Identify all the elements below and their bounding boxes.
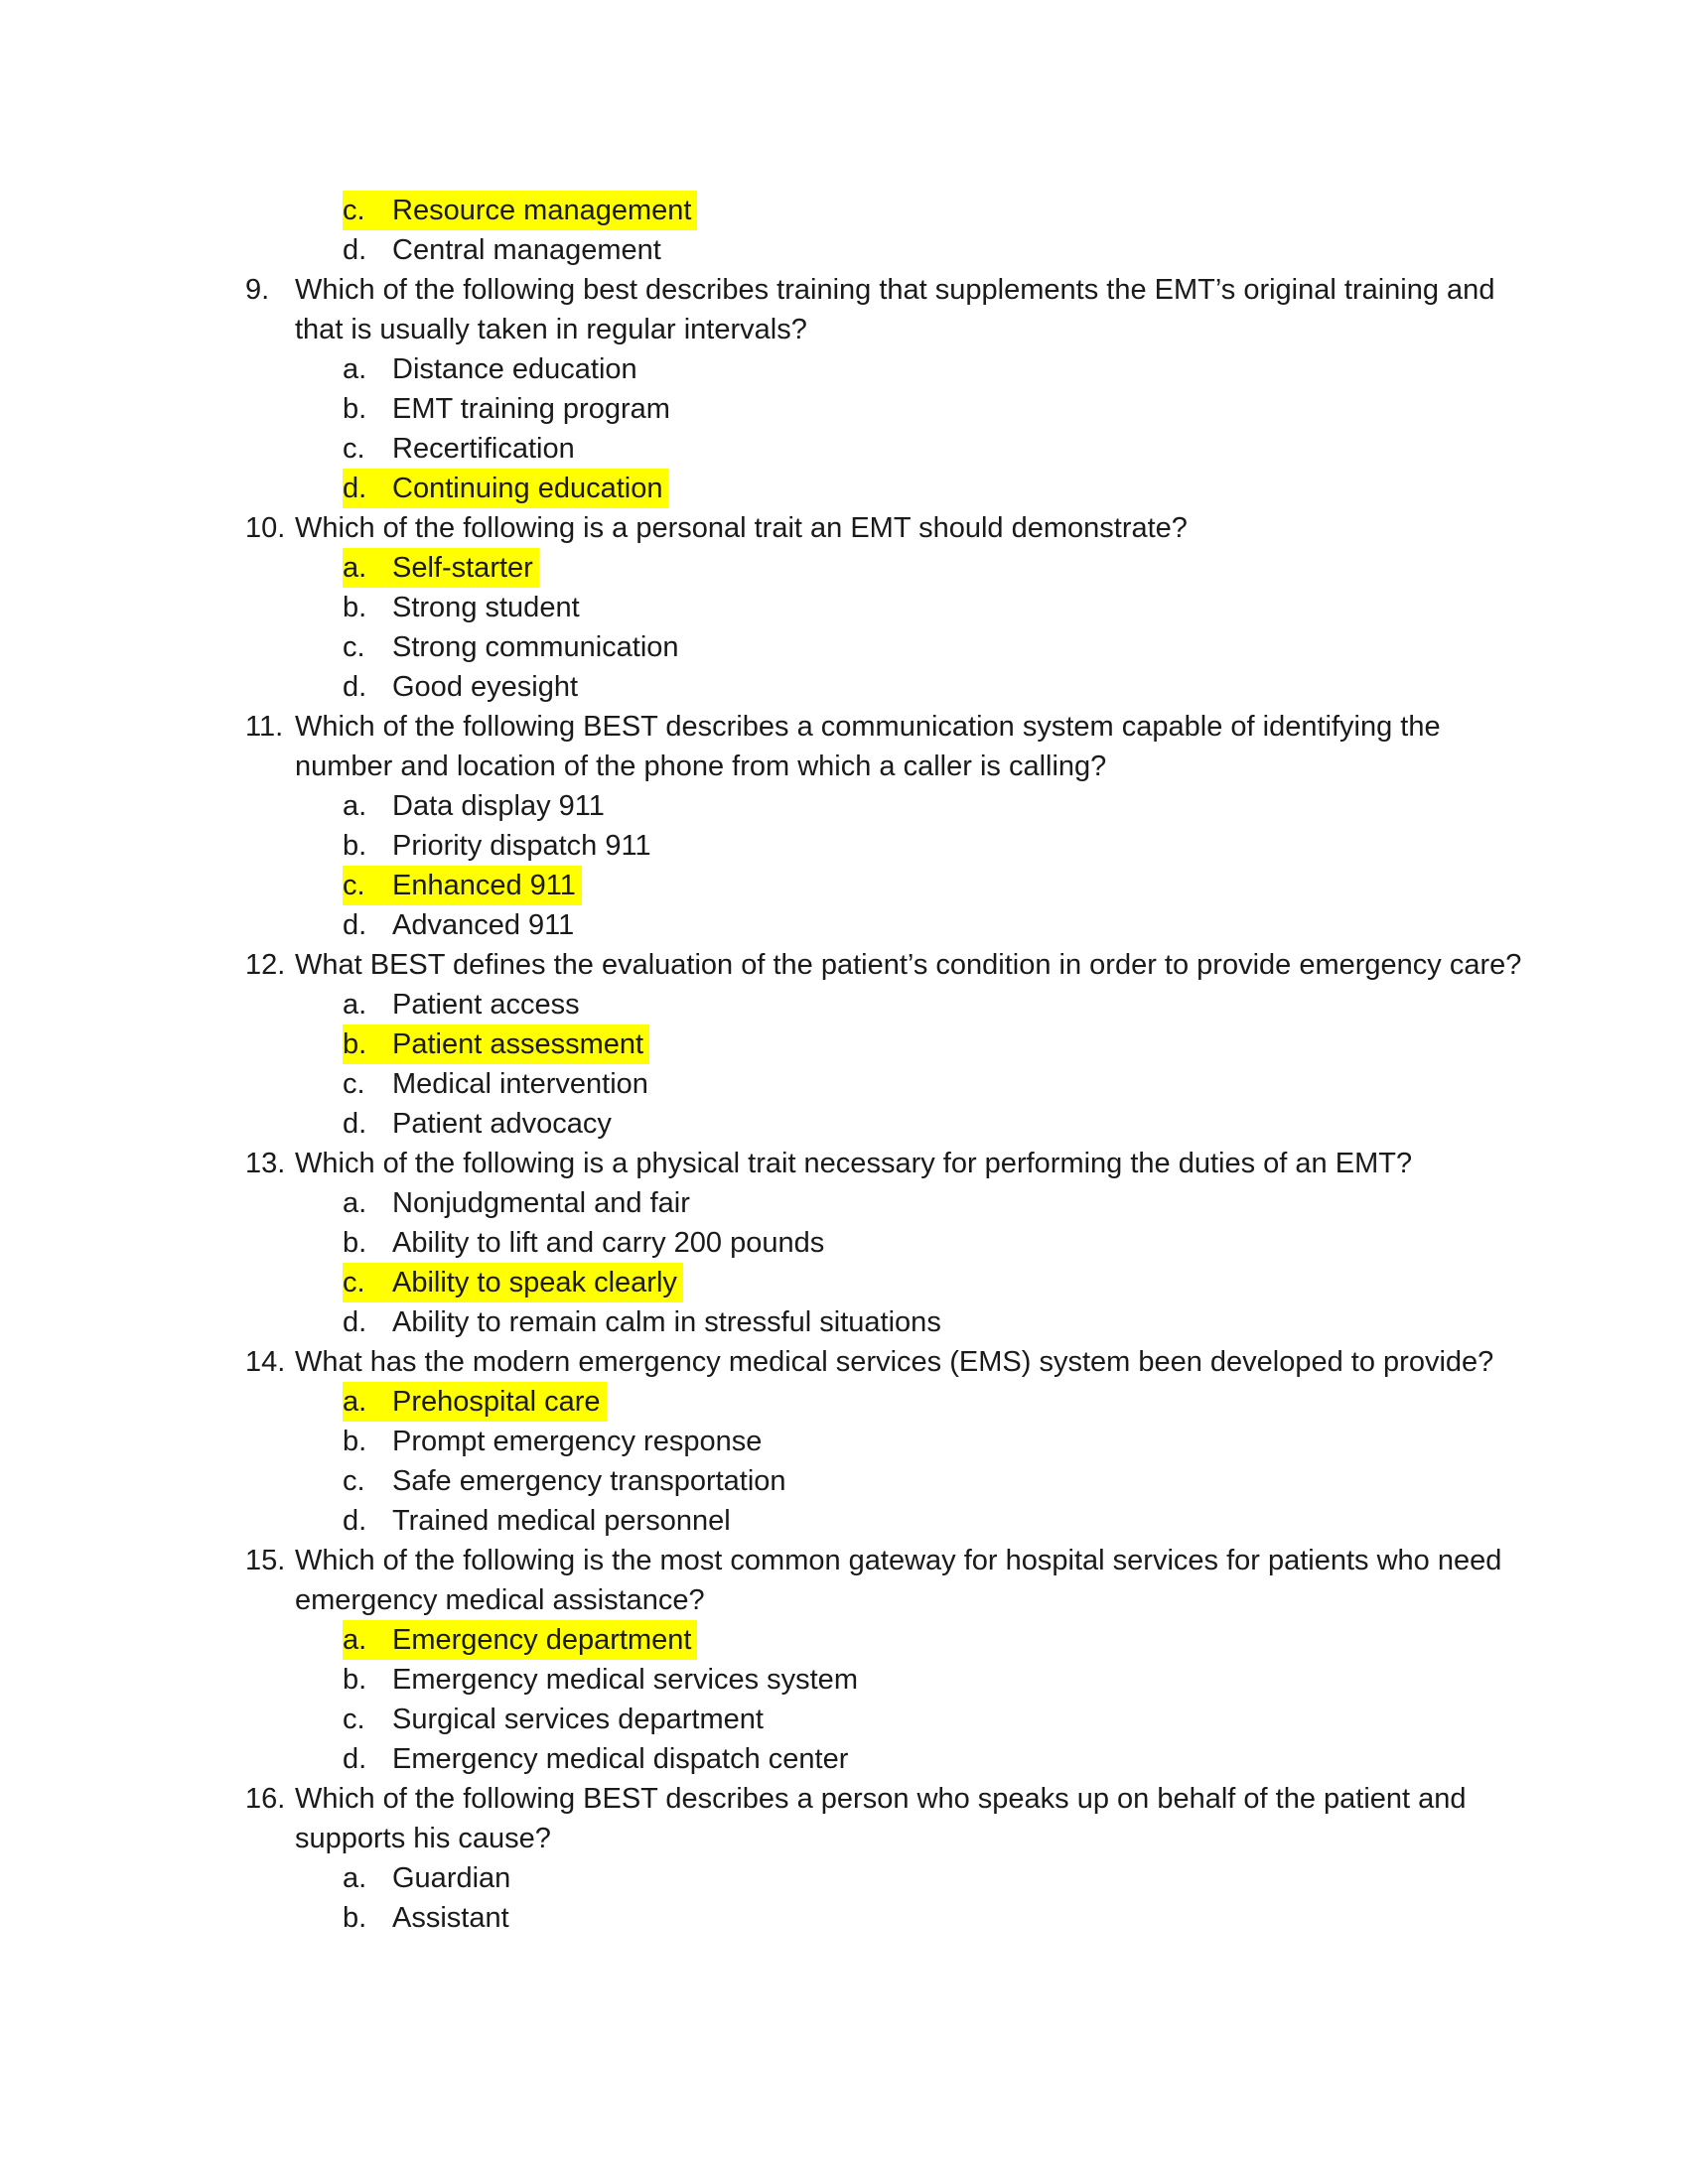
option-text: Strong student: [392, 592, 580, 623]
option-letter: a.: [343, 1187, 367, 1219]
question-line: [0, 508, 1688, 548]
option-letter: c.: [343, 1068, 365, 1100]
question-line: [0, 1819, 1688, 1858]
question-block: [0, 945, 1688, 1144]
option-row: [0, 985, 1688, 1024]
option-row: [0, 548, 1688, 588]
option-row: [0, 191, 1688, 230]
question-number: 12.: [245, 949, 286, 981]
highlighted-answer-option: [343, 548, 539, 588]
option-text: Enhanced 911: [392, 870, 576, 901]
option-text: Resource management: [392, 195, 692, 226]
option-letter: b.: [343, 1227, 367, 1259]
answer-option: [343, 1501, 731, 1541]
option-row: [0, 1263, 1688, 1302]
question-text: emergency medical assistance?: [295, 1584, 705, 1616]
option-text: Medical intervention: [392, 1068, 648, 1100]
option-text: Data display 911: [392, 790, 605, 822]
option-letter: b.: [343, 1664, 367, 1696]
option-text: Self-starter: [392, 552, 533, 584]
option-letter: b.: [343, 1902, 367, 1934]
option-letter: a.: [343, 1386, 367, 1418]
option-text: Trained medical personnel: [392, 1505, 731, 1537]
option-text: Emergency medical services system: [392, 1664, 858, 1696]
option-row: [0, 1660, 1688, 1700]
answer-option: [343, 786, 605, 826]
option-text: Patient advocacy: [392, 1108, 612, 1140]
option-row: [0, 826, 1688, 866]
option-letter: b.: [343, 1028, 367, 1060]
option-row: [0, 1858, 1688, 1898]
question-block: [0, 1342, 1688, 1541]
question-block: [0, 270, 1688, 508]
option-text: Patient access: [392, 989, 580, 1021]
answer-option: [343, 1660, 858, 1700]
option-text: Nonjudgmental and fair: [392, 1187, 690, 1219]
option-text: Assistant: [392, 1902, 509, 1934]
answer-option: [343, 1461, 786, 1501]
question-text: What BEST defines the evaluation of the patient’s condition in order to provide emergency care?: [295, 949, 1522, 981]
option-letter: d.: [343, 909, 367, 941]
answer-option: [343, 667, 578, 707]
option-letter: c.: [343, 1704, 365, 1735]
question-line: [0, 270, 1688, 310]
highlighted-answer-option: [343, 1024, 649, 1064]
option-row: [0, 1302, 1688, 1342]
option-letter: b.: [343, 1426, 367, 1457]
option-row: [0, 469, 1688, 508]
option-row: [0, 1898, 1688, 1938]
question-text: Which of the following BEST describes a person who speaks up on behalf of the patient and: [295, 1783, 1467, 1815]
option-row: [0, 349, 1688, 389]
option-row: [0, 905, 1688, 945]
highlighted-answer-option: [343, 469, 668, 508]
highlighted-answer-option: [343, 1620, 697, 1660]
option-text: Priority dispatch 911: [392, 830, 651, 862]
question-number: 15.: [245, 1545, 286, 1576]
question-text: number and location of the phone from which a caller is calling?: [295, 751, 1107, 782]
option-letter: b.: [343, 830, 367, 862]
option-letter: b.: [343, 393, 367, 425]
question-number: 13.: [245, 1148, 286, 1179]
option-text: Ability to remain calm in stressful situations: [392, 1306, 941, 1338]
option-row: [0, 1461, 1688, 1501]
option-text: Guardian: [392, 1862, 511, 1894]
lead-options: [0, 191, 1688, 270]
option-row: [0, 1501, 1688, 1541]
option-text: Safe emergency transportation: [392, 1465, 786, 1497]
option-row: [0, 588, 1688, 627]
option-text: Ability to speak clearly: [392, 1267, 677, 1298]
option-letter: d.: [343, 1108, 367, 1140]
question-number: 14.: [245, 1346, 286, 1378]
question-line: [0, 1541, 1688, 1580]
question-text: Which of the following is the most common gateway for hospital services for patients who need: [295, 1545, 1502, 1576]
question-number: 10.: [245, 512, 286, 544]
option-letter: d.: [343, 1505, 367, 1537]
option-letter: d.: [343, 234, 367, 266]
document-page: [0, 191, 1688, 1938]
option-text: EMT training program: [392, 393, 670, 425]
option-row: [0, 389, 1688, 429]
option-letter: b.: [343, 592, 367, 623]
option-letter: a.: [343, 989, 367, 1021]
option-row: [0, 230, 1688, 270]
option-letter: d.: [343, 1306, 367, 1338]
question-line: [0, 310, 1688, 349]
question-text: Which of the following is a physical trait necessary for performing the duties of an EMT?: [295, 1148, 1413, 1179]
question-line: [0, 1580, 1688, 1620]
answer-option: [343, 1700, 764, 1739]
option-letter: c.: [343, 195, 365, 226]
question-text: Which of the following BEST describes a communication system capable of identifying the: [295, 711, 1441, 743]
answer-option: [343, 389, 670, 429]
option-text: Central management: [392, 234, 661, 266]
highlighted-answer-option: [343, 1263, 683, 1302]
question-line: [0, 1144, 1688, 1183]
answer-option: [343, 230, 661, 270]
option-text: Advanced 911: [392, 909, 575, 941]
option-text: Patient assessment: [392, 1028, 644, 1060]
option-text: Emergency medical dispatch center: [392, 1743, 849, 1775]
question-text: What has the modern emergency medical services (EMS) system been developed to provide?: [295, 1346, 1494, 1378]
question-block: [0, 1779, 1688, 1938]
option-letter: c.: [343, 870, 365, 901]
option-row: [0, 866, 1688, 905]
option-row: [0, 1183, 1688, 1223]
option-row: [0, 1422, 1688, 1461]
option-row: [0, 667, 1688, 707]
question-block: [0, 508, 1688, 707]
option-row: [0, 1620, 1688, 1660]
answer-option: [343, 1183, 690, 1223]
question-number: 9.: [245, 274, 270, 306]
highlighted-answer-option: [343, 866, 582, 905]
option-letter: a.: [343, 1624, 367, 1656]
option-letter: c.: [343, 1465, 365, 1497]
option-letter: c.: [343, 1267, 365, 1298]
answer-option: [343, 905, 574, 945]
question-block: [0, 1144, 1688, 1342]
answer-option: [343, 985, 580, 1024]
option-row: [0, 1104, 1688, 1144]
question-number: 11.: [245, 711, 284, 743]
option-text: Prehospital care: [392, 1386, 601, 1418]
question-line: [0, 747, 1688, 786]
option-letter: a.: [343, 790, 367, 822]
answer-option: [343, 1739, 848, 1779]
answer-option: [343, 588, 580, 627]
option-letter: c.: [343, 433, 365, 465]
question-number: 16.: [245, 1783, 286, 1815]
question-line: [0, 1342, 1688, 1382]
option-text: Surgical services department: [392, 1704, 764, 1735]
answer-option: [343, 1898, 509, 1938]
question-text: that is usually taken in regular intervals?: [295, 314, 807, 345]
option-text: Prompt emergency response: [392, 1426, 763, 1457]
option-letter: d.: [343, 473, 367, 504]
option-text: Recertification: [392, 433, 575, 465]
question-text: Which of the following best describes training that supplements the EMT’s original training and: [295, 274, 1495, 306]
answer-option: [343, 1422, 762, 1461]
option-letter: d.: [343, 671, 367, 703]
option-row: [0, 1064, 1688, 1104]
option-text: Emergency department: [392, 1624, 692, 1656]
option-row: [0, 429, 1688, 469]
question-text: Which of the following is a personal trait an EMT should demonstrate?: [295, 512, 1188, 544]
question-text: supports his cause?: [295, 1823, 551, 1854]
option-row: [0, 1223, 1688, 1263]
option-row: [0, 1382, 1688, 1422]
highlighted-answer-option: [343, 191, 697, 230]
answer-option: [343, 1223, 824, 1263]
option-letter: a.: [343, 1862, 367, 1894]
option-text: Strong communication: [392, 631, 679, 663]
answer-option: [343, 349, 637, 389]
answer-option: [343, 429, 575, 469]
option-letter: a.: [343, 353, 367, 385]
option-letter: d.: [343, 1743, 367, 1775]
option-text: Continuing education: [392, 473, 663, 504]
option-text: Good eyesight: [392, 671, 579, 703]
option-text: Ability to lift and carry 200 pounds: [392, 1227, 825, 1259]
option-row: [0, 786, 1688, 826]
option-row: [0, 1700, 1688, 1739]
question-list: [0, 270, 1688, 1938]
question-line: [0, 1779, 1688, 1819]
question-line: [0, 707, 1688, 747]
answer-option: [343, 826, 651, 866]
answer-option: [343, 627, 679, 667]
answer-option: [343, 1302, 941, 1342]
answer-option: [343, 1858, 510, 1898]
question-line: [0, 945, 1688, 985]
question-block: [0, 707, 1688, 945]
highlighted-answer-option: [343, 1382, 607, 1422]
question-block: [0, 1541, 1688, 1779]
answer-option: [343, 1104, 612, 1144]
option-row: [0, 627, 1688, 667]
option-letter: c.: [343, 631, 365, 663]
option-row: [0, 1024, 1688, 1064]
option-text: Distance education: [392, 353, 637, 385]
option-row: [0, 1739, 1688, 1779]
answer-option: [343, 1064, 648, 1104]
option-letter: a.: [343, 552, 367, 584]
